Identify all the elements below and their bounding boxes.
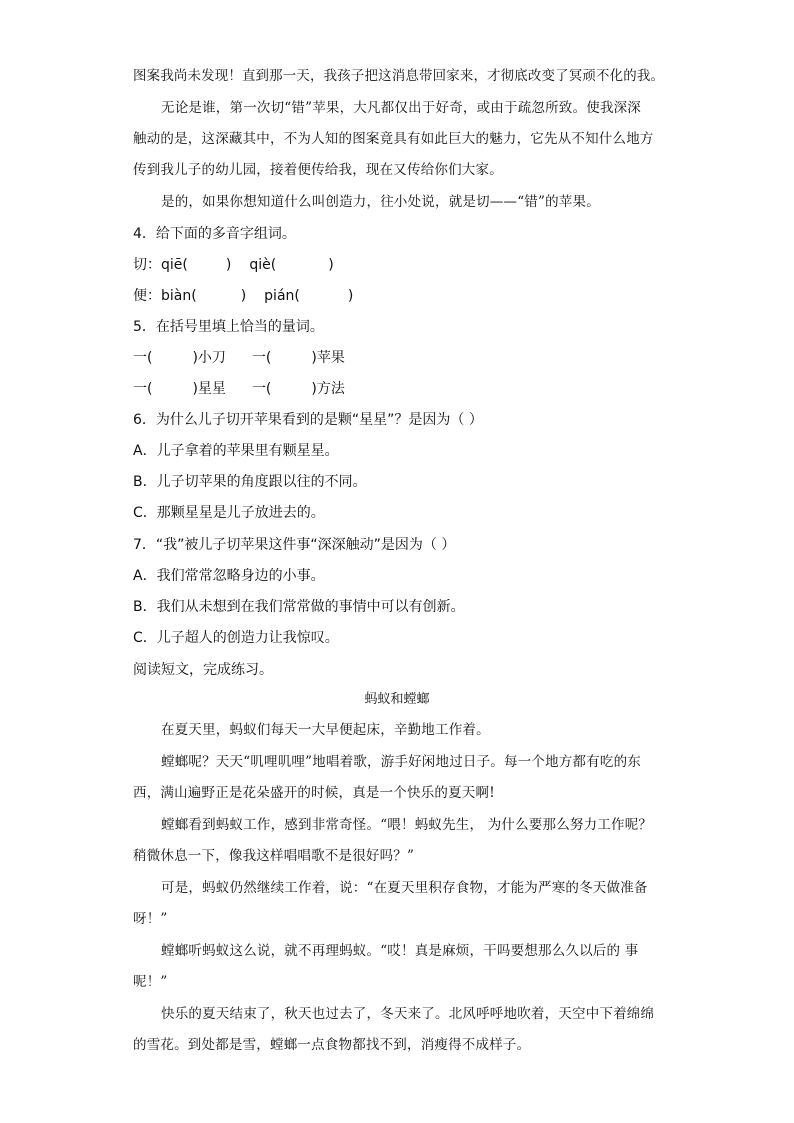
passage1-paragraph1-tail: 图案我尚未发现！直到那一天，我孩子把这消息带回家来，才彻底改变了冥顽不化的我。 [133, 68, 665, 84]
q5-blank-open-b: 一( [251, 350, 272, 366]
q4-blank-qie2[interactable]: ) [328, 257, 334, 273]
q4-reading-bian: biàn( [161, 288, 197, 304]
q7-option-b[interactable]: B．我们从未想到在我们常常做的事情中可以有创新。 [133, 599, 465, 615]
q5-title: 5．在括号里填上恰当的量词。 [133, 319, 324, 335]
q4-row-qie [133, 255, 334, 275]
q4-reading-pian: pián( [264, 288, 300, 304]
passage2-title: 蚂蚁和螳螂 [364, 692, 430, 707]
passage1-paragraph2-line2: 触动的是，这深藏其中，不为人知的图案竟具有如此巨大的魅力，它先从不知什么地方 [133, 131, 654, 147]
passage2-line1: 在夏天里，蚂蚁们每天一大早便起床，辛勤地工作着。 [161, 722, 490, 738]
q5-blank-open-d: 一( [251, 381, 272, 397]
q7-title: 7．“我”被儿子切苹果这件事“深深触动”是因为（ ） [133, 537, 456, 553]
q5-blank-open-a: 一( [133, 350, 153, 366]
passage2-line7: 呀！” [133, 911, 168, 927]
passage2-line8: 螳螂听蚂蚁这么说，就不再理蚂蚁。“哎！真是麻烦，干吗要想那么久以后的 事 [161, 943, 639, 959]
reading-instruction: 阅读短文，完成练习。 [133, 662, 273, 678]
passage1-paragraph3-line1: 是的，如果你想知道什么叫创造力，往小处说，就是切——“错”的苹果。 [161, 194, 600, 210]
q4-reading-qie1: qiē( [161, 257, 188, 273]
passage2-line5: 稍微休息一下，像我这样唱唱歌不是很好吗？” [133, 848, 415, 864]
q6-option-b[interactable]: B．儿子切苹果的角度跟以往的不同。 [133, 474, 367, 490]
q7-option-c[interactable]: C．儿子超人的创造力让我惊叹。 [133, 630, 339, 646]
q4-title: 4．给下面的多音字组词。 [133, 226, 296, 242]
q4-blank-qie1[interactable]: ) [225, 257, 232, 273]
passage2-line6: 可是，蚂蚁仍然继续工作着，说：“在夏天里积存食物，才能为严寒的冬天做准备 [161, 880, 648, 896]
q5-row2 [133, 379, 345, 399]
q6-title: 6．为什么儿子切开苹果看到的是颗“星星”？是因为（ ） [133, 412, 483, 428]
q5-blank-open-c: 一( [133, 381, 153, 397]
q4-reading-qie2: qiè( [249, 257, 277, 273]
q4-char-bian: 便： [133, 288, 161, 304]
q6-option-a[interactable]: A．儿子拿着的苹果里有颗星星。 [133, 443, 339, 459]
q6-option-c[interactable]: C．那颗星星是儿子放进去的。 [133, 505, 325, 521]
q5-blank-method[interactable]: )方法 [311, 381, 345, 397]
q5-row1 [133, 348, 345, 368]
passage2-line11: 的雪花。到处都是雪，螳螂一点食物都找不到，消瘦得不成样子。 [133, 1037, 531, 1053]
q7-option-a[interactable]: A．我们常常忽略身边的小事。 [133, 568, 325, 584]
q5-blank-star[interactable]: )星星 [192, 381, 226, 397]
passage1-paragraph2-line3: 传到我儿子的幼儿园，接着便传给我，现在又传给你们大家。 [133, 162, 503, 178]
passage2-line9: 呢！” [133, 974, 168, 990]
q4-row-bian [133, 286, 353, 306]
passage1-paragraph2-line1: 无论是谁，第一次切“错”苹果，大凡都仅出于好奇，或由于疏忽所致。使我深深 [161, 100, 642, 116]
q5-blank-knife[interactable]: )小刀 [192, 350, 226, 366]
passage2-line2: 螳螂呢？天天“叽哩叽哩”地唱着歌，游手好闲地过日子。每一个地方都有吃的东 [161, 754, 642, 770]
passage2-line4: 螳螂看到蚂蚁工作，感到非常奇怪。“喂！蚂蚁先生， 为什么要那么努力工作呢？ [161, 817, 653, 833]
passage2-line10: 快乐的夏天结束了，秋天也过去了，冬天来了。北风呼呼地吹着，天空中下着绵绵 [161, 1006, 655, 1022]
q5-blank-apple[interactable]: )苹果 [311, 350, 345, 366]
q4-char-qie: 切： [133, 257, 161, 273]
passage2-line3: 西，满山遍野正是花朵盛开的时候，真是一个快乐的夏天啊! [133, 785, 495, 801]
q4-blank-pian[interactable]: ) [347, 288, 354, 304]
q4-blank-bian[interactable]: ) [240, 288, 247, 304]
